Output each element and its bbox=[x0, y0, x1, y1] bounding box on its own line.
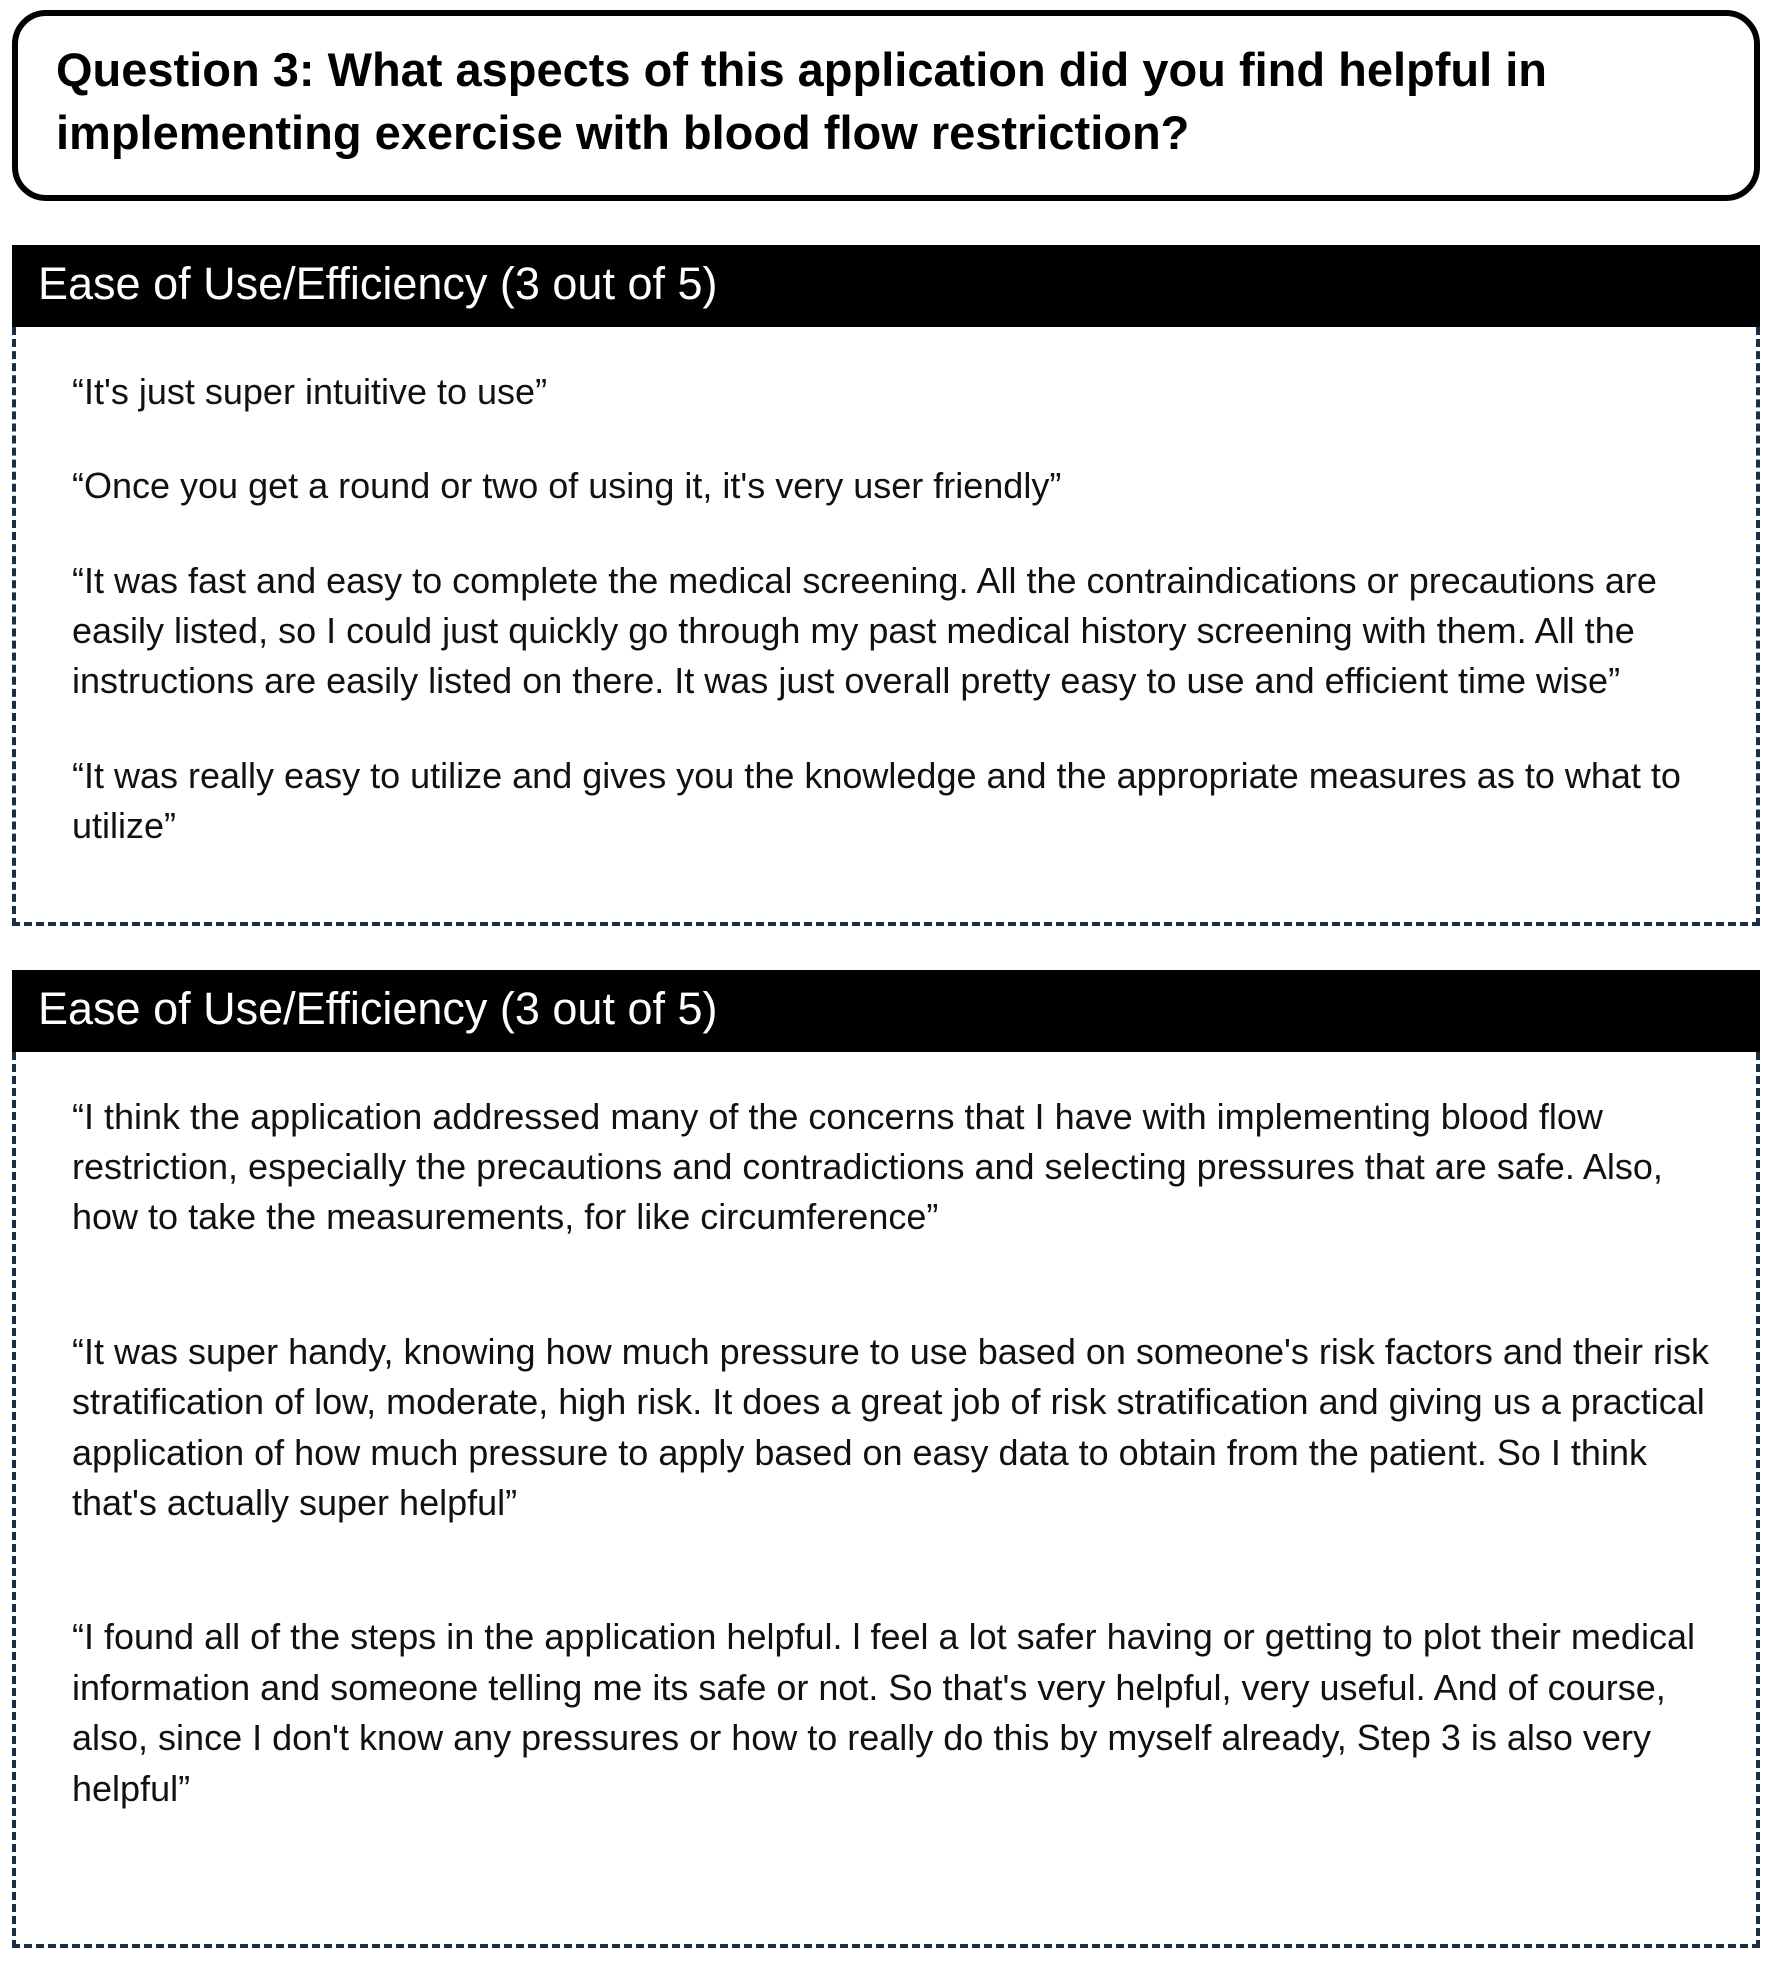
theme-section-2 bbox=[12, 970, 1760, 1948]
quote-text: “It was super handy, knowing how much pressure to use based on someone's risk factors and their risk stratification of low, moderate, high risk. It does a great job of risk stratification and giving us a practical application of how much pressure to apply based on easy data to obtain from the patient. So I think that's actually super helpful” bbox=[72, 1330, 1709, 1523]
question-title: Question 3: What aspects of this application did you find helpful in implementing exercise with blood flow restriction? bbox=[12, 10, 1760, 201]
quote-text: “I found all of the steps in the application helpful. l feel a lot safer having or getting to plot their medical information and someone telling me its safe or not. So that's very helpful, very useful. And of course, also, since I don't know any pressures or how to really do this by myself already, Step 3 is also very helpful” bbox=[72, 1616, 1695, 1809]
theme-section-1 bbox=[12, 245, 1760, 926]
quotes-box bbox=[12, 327, 1760, 926]
quote-text: “It was fast and easy to complete the medical screening. All the contraindications or precautions are easily listed, so I could just quickly go through my past medical history screening with them. All the instructions are easily listed on there. It was just overall pretty easy to use and efficient time wise” bbox=[72, 559, 1657, 702]
quote-text: “It was really easy to utilize and gives you the knowledge and the appropriate measures as to what to utilize” bbox=[72, 754, 1681, 847]
section-header: Ease of Use/Efficiency (3 out of 5) bbox=[12, 970, 1760, 1052]
quotes-box bbox=[12, 1052, 1760, 1948]
quote-text: “Once you get a round or two of using it, it's very user friendly” bbox=[72, 465, 1062, 507]
section-header: Ease of Use/Efficiency (3 out of 5) bbox=[12, 245, 1760, 327]
quote-text: “I think the application addressed many of the concerns that I have with implementing blood flow restriction, especially the precautions and contradictions and selecting pressures that are safe. Also, how to take the measurements, for like circumference” bbox=[72, 1095, 1663, 1238]
quote-text: “It's just super intuitive to use” bbox=[72, 370, 548, 412]
